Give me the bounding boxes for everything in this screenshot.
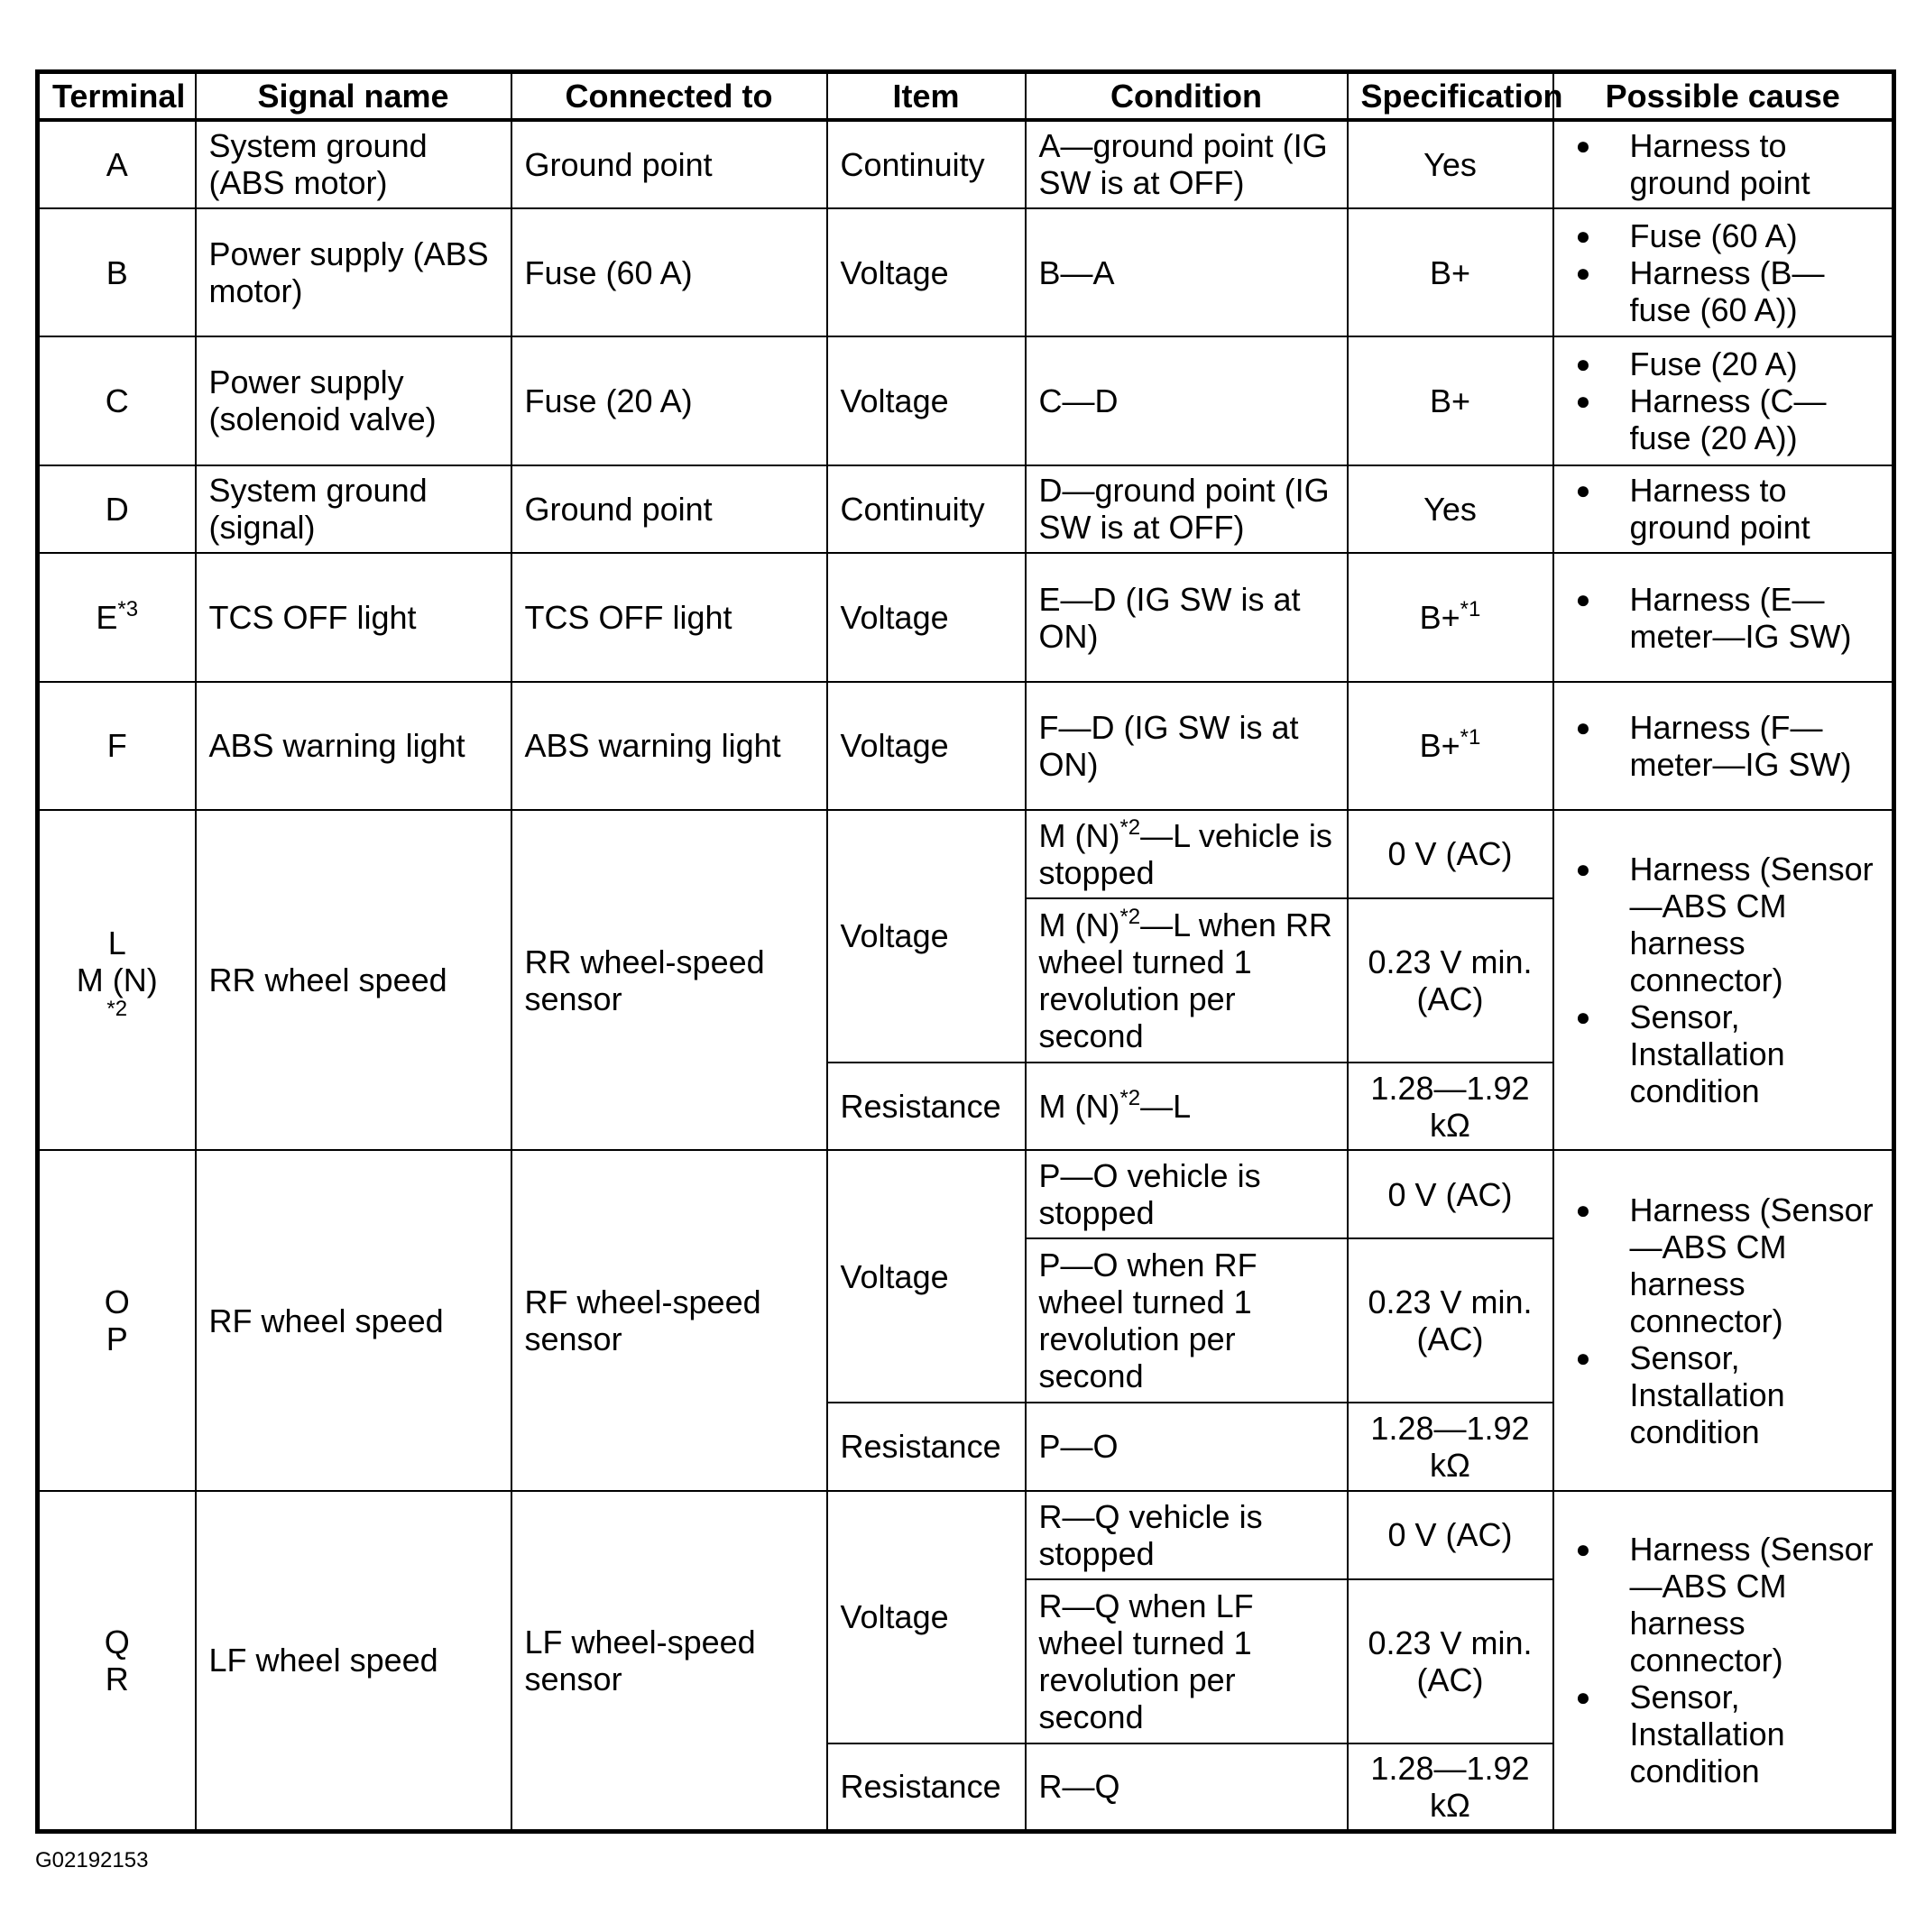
terminal-label: O	[104, 1283, 130, 1321]
condition-text: M (N)	[1038, 906, 1120, 943]
item-cell: Voltage	[827, 1150, 1026, 1403]
spec-footnote: *1	[1460, 597, 1481, 622]
header-terminal: Terminal	[38, 72, 196, 121]
cause-item: ● Fuse (60 A)	[1567, 217, 1880, 254]
item-cell: Continuity	[827, 465, 1026, 554]
terminal-label: R	[105, 1660, 129, 1697]
header-item: Item	[827, 72, 1026, 121]
cause-item: ● Harness (F—meter—IG SW)	[1567, 709, 1880, 783]
cause-item: ● Harness (E—meter—IG SW)	[1567, 581, 1880, 655]
connected-to-cell: Fuse (20 A)	[511, 336, 827, 465]
signal-name-cell: RF wheel speed	[196, 1150, 511, 1490]
condition-cell: R—Q	[1026, 1743, 1348, 1832]
specification-cell: 1.28—1.92 kΩ	[1348, 1743, 1553, 1832]
item-cell: Voltage	[827, 553, 1026, 681]
possible-cause-cell	[1553, 682, 1894, 810]
condition-text: —L vehicle is stopped	[1038, 816, 1332, 891]
header-row	[38, 72, 1894, 121]
condition-cell: A—ground point (IG SW is at OFF)	[1026, 120, 1348, 208]
table-row	[38, 336, 1894, 465]
condition-text: M (N)	[1038, 1088, 1120, 1126]
connected-to-cell: ABS warning light	[511, 682, 827, 810]
terminal-label: E	[96, 599, 118, 637]
item-cell: Voltage	[827, 336, 1026, 465]
possible-cause-cell	[1553, 1150, 1894, 1490]
condition-text: M (N)	[1038, 816, 1120, 854]
header-condition: Condition	[1026, 72, 1348, 121]
condition-cell: P—O when RF wheel turned 1 revolution per second	[1026, 1238, 1348, 1403]
condition-cell: D—ground point (IG SW is at OFF)	[1026, 465, 1348, 554]
specification-cell	[1348, 553, 1553, 681]
specification-cell: 0 V (AC)	[1348, 1491, 1553, 1579]
figure-code: G02192153	[35, 1848, 149, 1872]
connected-to-cell: Fuse (60 A)	[511, 208, 827, 336]
item-cell: Continuity	[827, 120, 1026, 208]
table-row	[38, 208, 1894, 336]
signal-name-cell: LF wheel speed	[196, 1491, 511, 1832]
cause-item: ● Harness to ground point	[1567, 472, 1880, 546]
terminal-label: P	[106, 1320, 128, 1358]
header-possible-cause: Possible cause	[1553, 72, 1894, 121]
condition-cell: P—O vehicle is stopped	[1026, 1150, 1348, 1238]
spec-value: B+	[1419, 727, 1460, 765]
terminal-cell: B	[38, 208, 196, 336]
cause-item: ● Harness (Sensor—ABS CM harness connector)	[1567, 1191, 1880, 1339]
condition-cell	[1026, 1063, 1348, 1151]
terminal-cell: C	[38, 336, 196, 465]
table-row	[38, 1491, 1894, 1579]
item-cell: Voltage	[827, 682, 1026, 810]
condition-cell: F—D (IG SW is at ON)	[1026, 682, 1348, 810]
item-cell: Voltage	[827, 208, 1026, 336]
item-cell: Voltage	[827, 810, 1026, 1063]
table-row	[38, 120, 1894, 208]
terminal-label: M (N)	[76, 961, 158, 999]
terminal-cell	[38, 810, 196, 1150]
item-cell: Resistance	[827, 1743, 1026, 1832]
condition-cell: R—Q vehicle is stopped	[1026, 1491, 1348, 1579]
specification-cell: Yes	[1348, 465, 1553, 554]
table-row	[38, 1150, 1894, 1238]
possible-cause-cell	[1553, 336, 1894, 465]
spec-footnote: *1	[1460, 725, 1481, 750]
possible-cause-cell	[1553, 1491, 1894, 1832]
terminal-label: Q	[104, 1623, 130, 1661]
connected-to-cell: LF wheel-speed sensor	[511, 1491, 827, 1832]
specification-cell: 0 V (AC)	[1348, 1150, 1553, 1238]
table-row	[38, 682, 1894, 810]
specification-cell: B+	[1348, 208, 1553, 336]
cause-item: ● Sensor, Installation condition	[1567, 998, 1880, 1109]
item-cell: Resistance	[827, 1063, 1026, 1151]
terminal-cell: F	[38, 682, 196, 810]
signal-name-cell: Power supply (ABS motor)	[196, 208, 511, 336]
condition-cell	[1026, 898, 1348, 1063]
specification-cell: 1.28—1.92 kΩ	[1348, 1063, 1553, 1151]
table-row	[38, 810, 1894, 898]
terminal-footnote: *2	[106, 997, 128, 1022]
terminal-cell	[38, 1491, 196, 1832]
condition-cell: P—O	[1026, 1403, 1348, 1491]
condition-cell: B—A	[1026, 208, 1348, 336]
spec-value: B+	[1419, 599, 1460, 637]
table-row	[38, 553, 1894, 681]
specification-cell: B+	[1348, 336, 1553, 465]
condition-footnote: *2	[1119, 814, 1141, 840]
signal-name-cell: TCS OFF light	[196, 553, 511, 681]
table-row	[38, 465, 1894, 554]
cause-item: ● Harness to ground point	[1567, 127, 1880, 201]
condition-text: —L when RR wheel turned 1 revolution per second	[1038, 906, 1332, 1054]
cause-item: ● Fuse (20 A)	[1567, 345, 1880, 382]
connected-to-cell: Ground point	[511, 120, 827, 208]
connected-to-cell: Ground point	[511, 465, 827, 554]
specification-cell: 0 V (AC)	[1348, 810, 1553, 898]
terminal-cell: D	[38, 465, 196, 554]
condition-text: —L	[1140, 1088, 1192, 1126]
specification-cell: 0.23 V min. (AC)	[1348, 1238, 1553, 1403]
cause-item: ● Harness (C—fuse (20 A))	[1567, 382, 1880, 456]
signal-name-cell: System ground (signal)	[196, 465, 511, 554]
cause-item: ● Sensor, Installation condition	[1567, 1679, 1880, 1789]
specification-cell: 0.23 V min. (AC)	[1348, 898, 1553, 1063]
condition-cell: R—Q when LF wheel turned 1 revolution per second	[1026, 1579, 1348, 1743]
item-cell: Resistance	[827, 1403, 1026, 1491]
condition-cell: E—D (IG SW is at ON)	[1026, 553, 1348, 681]
item-cell: Voltage	[827, 1491, 1026, 1743]
cause-item: ● Harness (Sensor—ABS CM harness connector)	[1567, 851, 1880, 998]
specification-cell: Yes	[1348, 120, 1553, 208]
cause-item: ● Harness (Sensor—ABS CM harness connector)	[1567, 1531, 1880, 1679]
condition-footnote: *2	[1119, 904, 1141, 929]
specification-cell: 0.23 V min. (AC)	[1348, 1579, 1553, 1743]
cause-item: ● Sensor, Installation condition	[1567, 1339, 1880, 1450]
header-specification: Specification	[1348, 72, 1553, 121]
possible-cause-cell	[1553, 810, 1894, 1150]
signal-name-cell: ABS warning light	[196, 682, 511, 810]
connected-to-cell: RR wheel-speed sensor	[511, 810, 827, 1150]
terminal-cell	[38, 553, 196, 681]
condition-cell: C—D	[1026, 336, 1348, 465]
possible-cause-cell	[1553, 465, 1894, 554]
possible-cause-cell	[1553, 208, 1894, 336]
possible-cause-cell	[1553, 120, 1894, 208]
terminal-footnote: *3	[117, 597, 139, 622]
specification-cell: 1.28—1.92 kΩ	[1348, 1403, 1553, 1491]
signal-name-cell: Power supply (solenoid valve)	[196, 336, 511, 465]
signal-name-cell: System ground (ABS motor)	[196, 120, 511, 208]
header-signal-name: Signal name	[196, 72, 511, 121]
cause-item: ● Harness (B—fuse (60 A))	[1567, 254, 1880, 328]
condition-footnote: *2	[1119, 1086, 1141, 1111]
terminal-spec-table	[35, 69, 1896, 1834]
possible-cause-cell	[1553, 553, 1894, 681]
condition-cell	[1026, 810, 1348, 898]
signal-name-cell: RR wheel speed	[196, 810, 511, 1150]
specification-cell	[1348, 682, 1553, 810]
terminal-cell	[38, 1150, 196, 1490]
connected-to-cell: TCS OFF light	[511, 553, 827, 681]
terminal-label: L	[107, 925, 126, 962]
header-connected-to: Connected to	[511, 72, 827, 121]
connected-to-cell: RF wheel-speed sensor	[511, 1150, 827, 1490]
terminal-cell: A	[38, 120, 196, 208]
